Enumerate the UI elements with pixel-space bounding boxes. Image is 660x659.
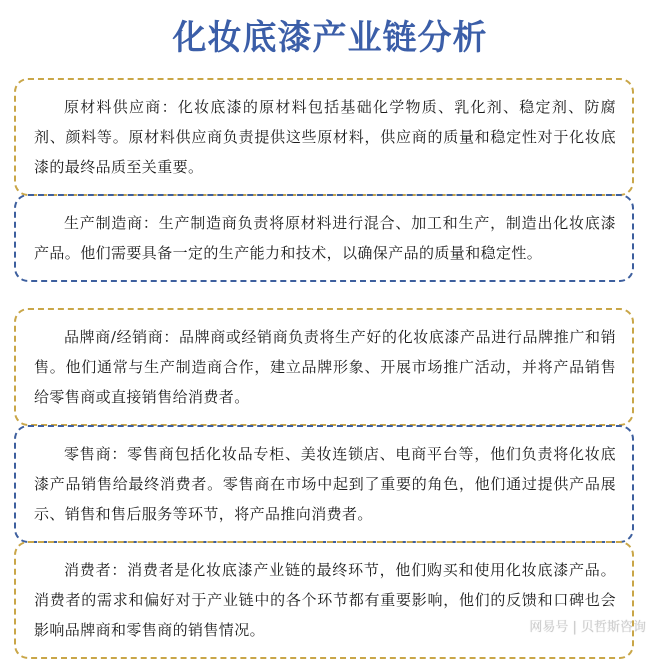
section-text: 生产制造商：生产制造商负责将原材料进行混合、加工和生产，制造出化妆底漆产品。他们需要具备一定的生产能力和技术，以确保产品的质量和稳定性。 — [34, 214, 616, 262]
section-card-retailer — [14, 425, 634, 543]
section-card-manufacturer — [14, 194, 634, 282]
section-text: 零售商：零售商包括化妆品专柜、美妆连锁店、电商平台等，他们负责将化妆底漆产品销售给最终消费者。零售商在市场中起到了重要的角色，他们通过提供产品展示、销售和售后服务等环节，将产品推向消费者。 — [34, 445, 616, 523]
section-text: 消费者：消费者是化妆底漆产业链的最终环节，他们购买和使用化妆底漆产品。消费者的需求和偏好对于产业链中的各个环节都有重要影响，他们的反馈和口碑也会影响品牌商和零售商的销售情况。 — [34, 561, 616, 639]
page-title: 化妆底漆产业链分析 — [172, 18, 488, 58]
section-text: 原材料供应商：化妆底漆的原材料包括基础化学物质、乳化剂、稳定剂、防腐剂、颜料等。原材料供应商负责提供这些原材料，供应商的质量和稳定性对于化妆底漆的最终品质至关重要。 — [34, 98, 616, 176]
section-text: 品牌商/经销商：品牌商或经销商负责将生产好的化妆底漆产品进行品牌推广和销售。他们通常与生产制造商合作，建立品牌形象、开展市场推广活动，并将产品销售给零售商或直接销售给消费者。 — [34, 328, 616, 406]
section-card-raw-material-supplier — [14, 78, 634, 196]
watermark: 网易号 | 贝哲斯咨询 — [529, 620, 646, 635]
section-card-consumer — [14, 541, 634, 659]
section-card-brand-distributor — [14, 308, 634, 426]
